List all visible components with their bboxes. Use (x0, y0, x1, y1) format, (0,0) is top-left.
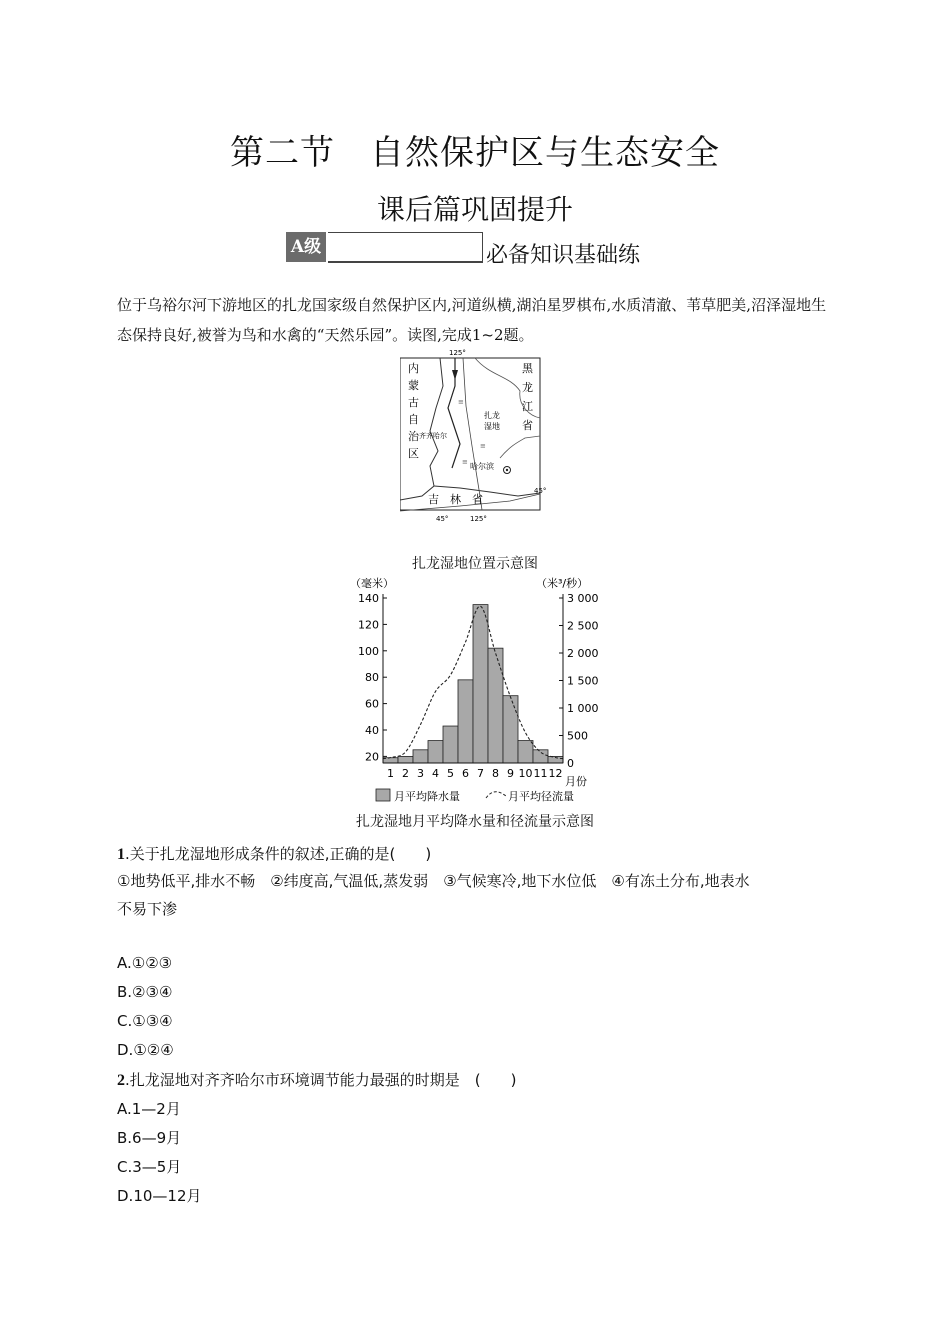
meridian-125-line (463, 358, 482, 510)
legend-line-label: 月平均径流量 (508, 790, 574, 803)
zhalong-location-map (400, 346, 550, 526)
q1-option-d[interactable]: D.①②④ (117, 1041, 174, 1059)
x-tick-label-2: 2 (402, 767, 409, 780)
legend-line-swatch (486, 792, 506, 798)
question-2-number: 2 (117, 1072, 125, 1089)
right-tick-label-2000: 2 000 (567, 647, 599, 660)
harbin-city-dot (506, 469, 508, 471)
label-lat45-right: 45° (534, 487, 547, 495)
q2-option-d[interactable]: D.10—12月 (117, 1187, 202, 1205)
left-tick-label-100: 100 (358, 644, 379, 658)
page-title: 第二节 自然保护区与生态安全 (230, 133, 720, 173)
wetland-mark-3: ≡ (462, 458, 468, 466)
precipitation-runoff-chart (340, 572, 620, 810)
label-hlj-3: 江 (522, 400, 533, 413)
label-nm-6: 区 (408, 447, 419, 460)
precip-bar-7 (473, 605, 488, 763)
label-qiqihar: 齐齐哈尔 (419, 432, 447, 440)
level-blank-box (328, 232, 483, 263)
question-2-text: .扎龙湿地对齐齐哈尔市环境调节能力最强的时期是 ( ) (125, 1071, 517, 1089)
label-jilin: 吉 林 省 (428, 493, 483, 506)
left-tick-label-80: 80 (365, 671, 379, 685)
level-badge: A级 (286, 232, 326, 262)
boundary-nm-line (400, 358, 443, 500)
label-zhalong-2: 湿地 (484, 422, 500, 431)
label-lon125-bottom: 125° (470, 515, 487, 523)
precip-bar-2 (398, 756, 413, 763)
precip-bar-4 (428, 741, 443, 763)
x-tick-label-11: 11 (533, 767, 548, 780)
page-subtitle: 课后篇巩固提升 (376, 193, 573, 226)
q1-option-a[interactable]: A.①②③ (117, 954, 173, 972)
label-nm-3: 古 (408, 396, 419, 409)
legend-bar-swatch (376, 789, 390, 801)
x-tick-label-5: 5 (447, 767, 454, 780)
label-lon125-top: 125° (449, 349, 466, 357)
right-tick-label-500: 500 (567, 729, 588, 743)
question-1-statements: ①地势低平,排水不畅 ②纬度高,气温低,蒸发弱 ③气候寒冷,地下水位低 ④有冻土分布,地表水 (117, 872, 750, 890)
q2-option-b[interactable]: B.6—9月 (117, 1129, 182, 1147)
label-nm-1: 内 (408, 362, 419, 375)
right-tick-label-1500: 1 500 (567, 674, 599, 688)
precip-bar-9 (503, 696, 518, 763)
map-caption: 扎龙湿地位置示意图 (412, 556, 538, 572)
wetland-mark-2: ≡ (480, 442, 486, 450)
x-tick-label-9: 9 (507, 767, 514, 780)
question-1-statements-cont: 不易下渗 (117, 900, 178, 918)
wetland-mark-1: ≡ (458, 398, 464, 406)
question-1-text: .关于扎龙湿地形成条件的叙述,正确的是( ) (125, 845, 432, 863)
precip-bar-6 (458, 680, 473, 763)
label-hlj-2: 龙 (522, 381, 533, 394)
left-tick-label-20: 20 (365, 750, 379, 764)
x-tick-label-12: 12 (548, 767, 563, 780)
left-tick-label-40: 40 (365, 724, 379, 737)
q1-option-b[interactable]: B.②③④ (117, 983, 173, 1001)
precip-bar-8 (488, 648, 503, 763)
left-tick-label-60: 60 (365, 697, 379, 711)
q1-option-c[interactable]: C.①③④ (117, 1012, 173, 1030)
x-tick-label-1: 1 (387, 767, 394, 780)
question-2-stem (117, 1069, 516, 1090)
songhua-river (500, 436, 540, 458)
right-tick-label-3000: 3 000 (567, 592, 599, 605)
left-tick-label-140: 140 (358, 592, 379, 605)
intro-paragraph: 位于乌裕尔河下游地区的扎龙国家级自然保护区内,河道纵横,湖泊星罗棋布,水质清澈、苇草肥美,沼泽湿地生态保持良好,被誉为鸟和水禽的“天然乐园”。读图,完成1~2题。 (117, 296, 827, 344)
right-tick-label-1000: 1 000 (567, 702, 599, 715)
x-tick-label-6: 6 (462, 767, 469, 780)
x-tick-label-4: 4 (432, 767, 439, 780)
x-tick-label-10: 10 (518, 767, 533, 780)
left-axis-unit: （毫米） (350, 577, 394, 590)
label-hlj-1: 黑 (522, 362, 533, 375)
river-arrow-icon (452, 370, 458, 380)
label-zhalong-1: 扎龙 (484, 411, 500, 420)
label-lat45-bottom: 45° (436, 515, 449, 523)
x-axis-label: 月份 (565, 775, 587, 788)
right-axis-unit: （米³/秒） (536, 577, 589, 590)
precip-bar-11 (533, 750, 548, 763)
chart-caption: 扎龙湿地月平均降水量和径流量示意图 (356, 814, 594, 830)
level-label: 必备知识基础练 (486, 243, 641, 268)
label-harbin: 哈尔滨 (470, 462, 494, 471)
legend-bar-label: 月平均降水量 (394, 790, 460, 803)
x-tick-label-8: 8 (492, 767, 499, 780)
label-nm-2: 蒙 (408, 379, 419, 392)
x-tick-label-7: 7 (477, 767, 484, 780)
q2-option-a[interactable]: A.1—2月 (117, 1100, 181, 1118)
label-hlj-4: 省 (522, 419, 533, 432)
precip-bar-3 (413, 750, 428, 763)
precip-bar-10 (518, 741, 533, 763)
right-tick-label-2500: 2 500 (567, 619, 599, 633)
label-nm-4: 自 (408, 413, 419, 426)
q2-option-c[interactable]: C.3—5月 (117, 1158, 182, 1176)
precip-bar-5 (443, 726, 458, 763)
left-tick-label-120: 120 (358, 618, 379, 632)
right-tick-label-0: 0 (567, 757, 574, 770)
x-tick-label-3: 3 (417, 767, 424, 780)
question-1-number: 1 (117, 846, 125, 863)
question-1-stem (117, 843, 431, 864)
label-nm-5: 治 (408, 430, 419, 443)
